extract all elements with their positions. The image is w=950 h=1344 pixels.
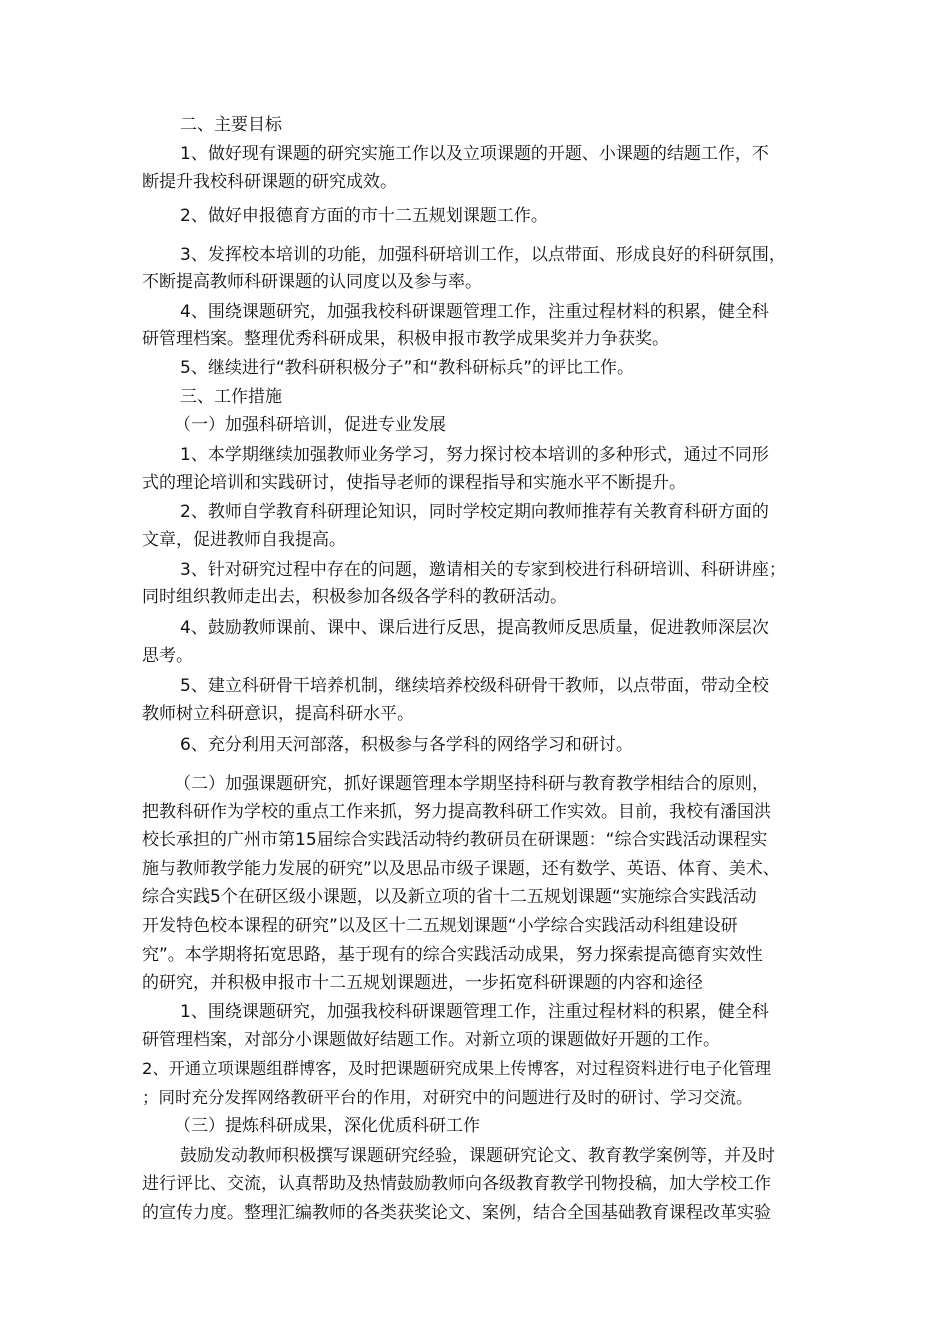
paragraph-line: 4、围绕课题研究，加强我校科研课题管理工作，注重过程材料的积累，健全科 — [180, 302, 769, 322]
paragraph-line: 文章，促进教师自我提高。 — [142, 530, 346, 550]
paragraph-line: 思考。 — [142, 646, 193, 666]
paragraph-line: 开发特色校本课程的研究”以及区十二五规划课题“小学综合实践活动科组建设研 — [142, 916, 738, 936]
paragraph-line: 综合实践5个在研区级小课题，以及新立项的省十二五规划课题“实施综合实践活动 — [142, 887, 757, 907]
paragraph-line: 的研究，并积极申报市十二五规划课题进，一步拓宽科研课题的内容和途径 — [142, 973, 703, 993]
paragraph-line: 把教科研作为学校的重点工作来抓，努力提高教科研工作实效。目前，我校有潘国洪 — [142, 802, 771, 822]
paragraph-line: 究”。本学期将拓宽思路，基于现有的综合实践活动成果，努力探索提高德育实效性 — [142, 945, 763, 965]
subheading-research-training: （一）加强科研培训，促进专业发展 — [174, 415, 446, 435]
paragraph-line: 2、开通立项课题组群博客，及时把课题研究成果上传博客，对过程资料进行电子化管理 — [142, 1059, 772, 1078]
subheading-topic-research: （二）加强课题研究，抓好课题管理本学期坚持科研与教育教学相结合的原则， — [174, 774, 769, 794]
paragraph-line: 鼓励发动教师积极撰写课题研究经验，课题研究论文、教育教学案例等，并及时 — [180, 1146, 775, 1166]
subheading-research-results: （三）提炼科研成果，深化优质科研工作 — [174, 1116, 480, 1136]
paragraph-line: 2、教师自学教育科研理论知识，同时学校定期向教师推荐有关教育科研方面的 — [180, 502, 769, 522]
paragraph-line: 同时组织教师走出去，积极参加各级各学科的教研活动。 — [142, 587, 567, 607]
paragraph-line: 校长承担的广州市第15届综合实践活动特约教研员在研课题：“综合实践活动课程实 — [142, 830, 768, 850]
paragraph-line: 1、做好现有课题的研究实施工作以及立项课题的开题、小课题的结题工作，不 — [180, 144, 769, 164]
paragraph-line: 教师树立科研意识，提高科研水平。 — [142, 704, 414, 724]
paragraph-line: 5、建立科研骨干培养机制，继续培养校级科研骨干教师，以点带面，带动全校 — [180, 676, 769, 696]
paragraph-line: 5、继续进行“教科研积极分子”和“教科研标兵”的评比工作。 — [180, 358, 635, 378]
paragraph-line: 2、做好申报德育方面的市十二五规划课题工作。 — [180, 206, 548, 226]
paragraph-line: 1、本学期继续加强教师业务学习，努力探讨校本培训的多种形式，通过不同形 — [180, 445, 769, 465]
paragraph-line: 3、针对研究过程中存在的问题，邀请相关的专家到校进行科研培训、科研讲座； — [180, 560, 786, 580]
heading-work-measures: 三、工作措施 — [180, 387, 282, 407]
paragraph-line: 的宣传力度。整理汇编教师的各类获奖论文、案例，结合全国基础教育课程改革实验 — [142, 1203, 771, 1223]
paragraph-line: 进行评比、交流，认真帮助及热情鼓励教师向各级教育教学刊物投稿，加大学校工作 — [142, 1174, 771, 1194]
paragraph-line: 研管理档案，对部分小课题做好结题工作。对新立项的课题做好开题的工作。 — [142, 1030, 720, 1050]
heading-main-goals: 二、主要目标 — [180, 115, 282, 135]
paragraph-line: 1、围绕课题研究，加强我校科研课题管理工作，注重过程材料的积累，健全科 — [180, 1002, 769, 1022]
paragraph-line: 不断提高教师科研课题的认同度以及参与率。 — [142, 272, 482, 292]
paragraph-line: 3、发挥校本培训的功能，加强科研培训工作，以点带面、形成良好的科研氛围， — [180, 245, 786, 265]
paragraph-line: 4、鼓励教师课前、课中、课后进行反思，提高教师反思质量，促进教师深层次 — [180, 618, 769, 638]
paragraph-line: 研管理档案。整理优秀科研成果，积极申报市教学成果奖并力争获奖。 — [142, 329, 669, 349]
paragraph-line: 断提升我校科研课题的研究成效。 — [142, 172, 397, 192]
paragraph-line: 6、充分利用天河部落，积极参与各学科的网络学习和研讨。 — [180, 735, 633, 755]
paragraph-line: ；同时充分发挥网络教研平台的作用，对研究中的问题进行及时的研讨、学习交流。 — [142, 1088, 753, 1107]
paragraph-line: 施与教师教学能力发展的研究”以及思品市级子课题，还有数学、英语、体育、美术、 — [142, 859, 780, 879]
paragraph-line: 式的理论培训和实践研讨，使指导老师的课程指导和实施水平不断提升。 — [142, 473, 686, 493]
